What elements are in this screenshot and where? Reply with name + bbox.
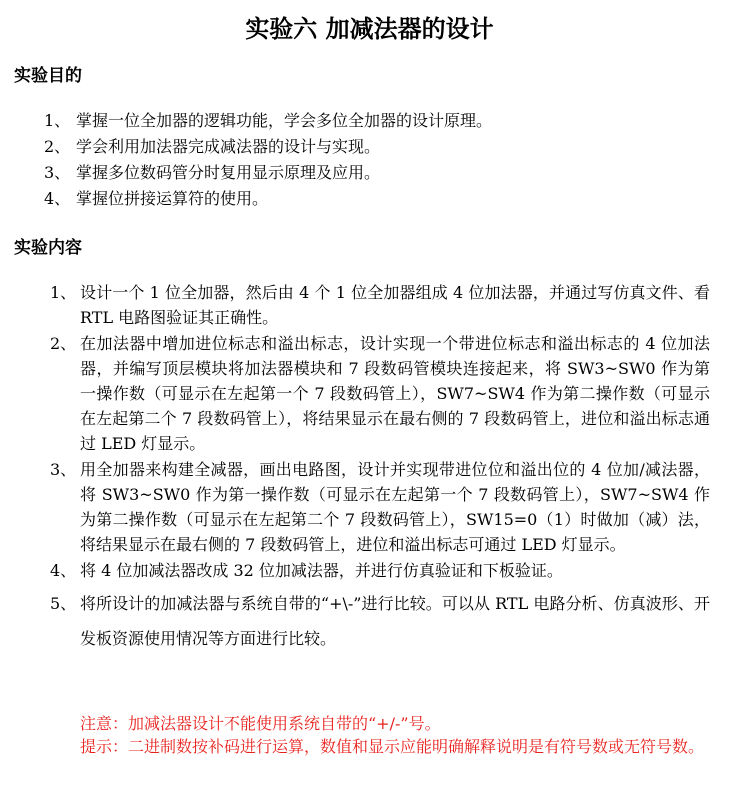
- content-item: [0, 558, 710, 583]
- purpose-item: [0, 134, 492, 160]
- notes-block: [80, 712, 710, 758]
- item-text: 掌握多位数码管分时复用显示原理及应用。: [76, 163, 381, 182]
- item-number: 3、: [50, 460, 77, 479]
- item-text: 设计一个 1 位全加器，然后由 4 个 1 位全加器组成 4 位加法器，并通过写仿真文件、看 RTL 电路图验证其正确性。: [80, 283, 710, 327]
- item-number: 1、: [50, 283, 77, 302]
- item-number: 5、: [50, 594, 77, 613]
- purpose-item: [0, 186, 492, 212]
- note-text: 注意：加减法器设计不能使用系统自带的“+/-”号。: [80, 714, 441, 733]
- purpose-item: [0, 160, 492, 186]
- content-list: [0, 280, 710, 656]
- item-number: 4、: [44, 189, 71, 208]
- hint-text: 提示：二进制数按补码进行运算，数值和显示应能明确解释说明是有符号数或无符号数。: [80, 737, 705, 756]
- item-text: 将 4 位加减法器改成 32 位加减法器，并进行仿真验证和下板验证。: [80, 561, 563, 580]
- content-item: [0, 457, 710, 557]
- item-text: 学会利用加法器完成减法器的设计与实现。: [76, 137, 381, 156]
- content-item: [0, 586, 710, 656]
- item-text: 用全加器来构建全减器，画出电路图，设计并实现带进位位和溢出位的 4 位加/减法器，将 SW3~SW0 作为第一操作数（可显示在左起第一个 7 段数码管上），SW7~SW4 作为第二操作数（可显示在左起第二个 7 段数码管上），SW15=0（1）时做加（减）法，将结果显示在最右侧的 7 段数码管上，进位和溢出标志可通过 LED 灯显示。: [80, 460, 710, 554]
- item-text: 在加法器中增加进位标志和溢出标志，设计实现一个带进位标志和溢出标志的 4 位加法器，并编写顶层模块将加法器模块和 7 段数码管模块连接起来，将 SW3~SW0 作为第一操作数（可显示在左起第一个 7 段数码管上），SW7~SW4 作为第二操作数（可显示在左起第二个 7 段数码管上），将结果显示在最右侧的 7 段数码管上，进位和溢出标志通过 LED 灯显示。: [80, 334, 710, 453]
- purpose-item: [0, 108, 492, 134]
- page-title: 实验六 加减法器的设计: [245, 15, 494, 43]
- item-number: 3、: [44, 163, 71, 182]
- purpose-list: [0, 108, 492, 212]
- item-number: 2、: [44, 137, 71, 156]
- content-item: [0, 280, 710, 330]
- item-number: 1、: [44, 111, 71, 130]
- item-text: 掌握一位全加器的逻辑功能，学会多位全加器的设计原理。: [76, 111, 493, 130]
- item-number: 2、: [50, 334, 77, 353]
- content-heading: 实验内容: [14, 238, 82, 258]
- item-text: 掌握位拼接运算符的使用。: [76, 189, 269, 208]
- purpose-heading: 实验目的: [14, 66, 82, 86]
- content-item: [0, 331, 710, 456]
- item-number: 4、: [50, 561, 77, 580]
- item-text: 将所设计的加减法器与系统自带的“+\-”进行比较。可以从 RTL 电路分析、仿真波形、开发板资源使用情况等方面进行比较。: [80, 594, 710, 648]
